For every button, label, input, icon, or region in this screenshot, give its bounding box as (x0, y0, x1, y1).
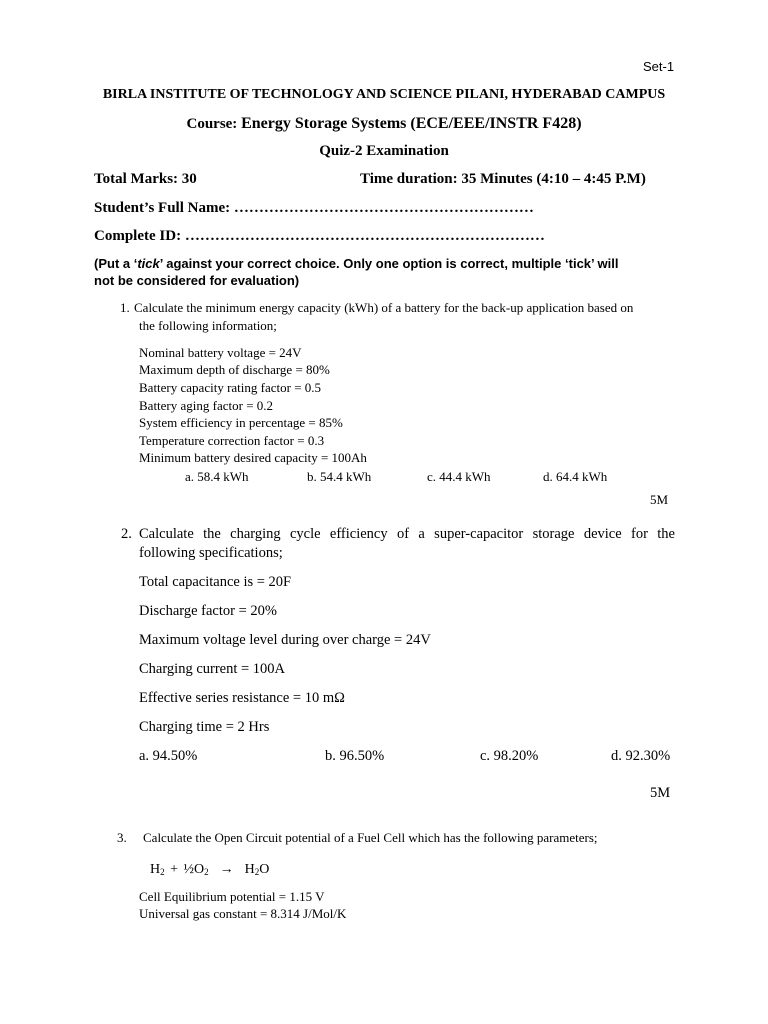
eq-h: H (150, 862, 161, 877)
q1-option-b[interactable]: b. 54.4 kWh (307, 469, 372, 484)
total-marks: Total Marks: 30 (94, 171, 197, 187)
eq-water-o: O (259, 862, 270, 877)
q1-text-line-1: Calculate the minimum energy capacity (kWh) of a battery for the back-up application based on (134, 300, 634, 315)
institute-name: BIRLA INSTITUTE OF TECHNOLOGY AND SCIENCE PILANI, HYDERABAD CAMPUS (102, 87, 666, 102)
q2-param: Discharge factor = 20% (139, 603, 277, 619)
instruction-tick-word: tick (137, 256, 160, 271)
q1-number: 1. (120, 300, 130, 315)
q3-reaction-equation (150, 862, 269, 878)
q3-param: Universal gas constant = 8.314 J/Mol/K (139, 906, 347, 921)
q1-param: Battery capacity rating factor = 0.5 (139, 380, 322, 395)
q2-text-line-2: following specifications; (139, 545, 283, 561)
instruction-line-2: not be considered for evaluation) (94, 273, 300, 288)
q1-param: System efficiency in percentage = 85% (139, 415, 343, 430)
eq-o-sub: 2 (204, 867, 209, 877)
q1-text-line-2: the following information; (139, 318, 277, 333)
q1-param: Battery aging factor = 0.2 (139, 398, 274, 413)
q2-option-b[interactable]: b. 96.50% (325, 748, 385, 764)
eq-plus: + (170, 862, 179, 877)
complete-id-field: Complete ID: ……………………………………………………………… (94, 228, 545, 244)
q2-param: Effective series resistance = 10 mΩ (139, 690, 345, 706)
time-duration: Time duration: 35 Minutes (4:10 – 4:45 P.M) (360, 171, 646, 187)
q1-option-d[interactable]: d. 64.4 kWh (543, 469, 608, 484)
q3-number: 3. (117, 830, 127, 845)
student-name-field: Student’s Full Name: …………………………………………………… (94, 200, 534, 216)
course-label: Course: (186, 116, 238, 132)
q1-marks: 5M (650, 492, 669, 507)
q1-param: Temperature correction factor = 0.3 (139, 433, 325, 448)
instruction-part-a: (Put a ‘ (94, 256, 138, 271)
eq-h-sub: 2 (160, 867, 165, 877)
q2-number: 2. (121, 526, 132, 542)
eq-water-h: H (244, 862, 255, 877)
q2-text-line-1: Calculate the charging cycle efficiency of a super-capacitor storage device for the (139, 526, 675, 542)
q1-param: Minimum battery desired capacity = 100Ah (139, 450, 367, 465)
q3-text-line-1: Calculate the Open Circuit potential of a Fuel Cell which has the following parameters; (143, 830, 598, 845)
q2-param: Charging current = 100A (139, 661, 286, 677)
instruction-part-b: ’ against your correct choice. Only one option is correct, multiple ‘tick’ will (159, 256, 619, 271)
exam-title: Quiz-2 Examination (319, 143, 449, 159)
instruction-line-1 (94, 256, 618, 271)
q1-option-a[interactable]: a. 58.4 kWh (185, 469, 249, 484)
eq-arrow: → (219, 862, 234, 877)
course-line (0, 115, 768, 133)
q2-param: Charging time = 2 Hrs (139, 719, 270, 735)
q2-param: Maximum voltage level during over charge = 24V (139, 632, 431, 648)
set-label: Set-1 (643, 59, 675, 74)
q1-param: Maximum depth of discharge = 80% (139, 362, 330, 377)
q2-option-a[interactable]: a. 94.50% (139, 748, 198, 764)
q2-option-c[interactable]: c. 98.20% (480, 748, 539, 764)
course-name: Energy Storage Systems (ECE/EEE/INSTR F428) (241, 115, 582, 132)
q2-param: Total capacitance is = 20F (139, 574, 292, 590)
q2-option-d[interactable]: d. 92.30% (611, 748, 671, 764)
q1-param: Nominal battery voltage = 24V (139, 345, 302, 360)
q1-option-c[interactable]: c. 44.4 kWh (427, 469, 491, 484)
q2-marks: 5M (650, 785, 671, 801)
q3-param: Cell Equilibrium potential = 1.15 V (139, 889, 325, 904)
eq-half-o: ½O (183, 862, 205, 877)
eq-water-sub: 2 (254, 867, 260, 877)
